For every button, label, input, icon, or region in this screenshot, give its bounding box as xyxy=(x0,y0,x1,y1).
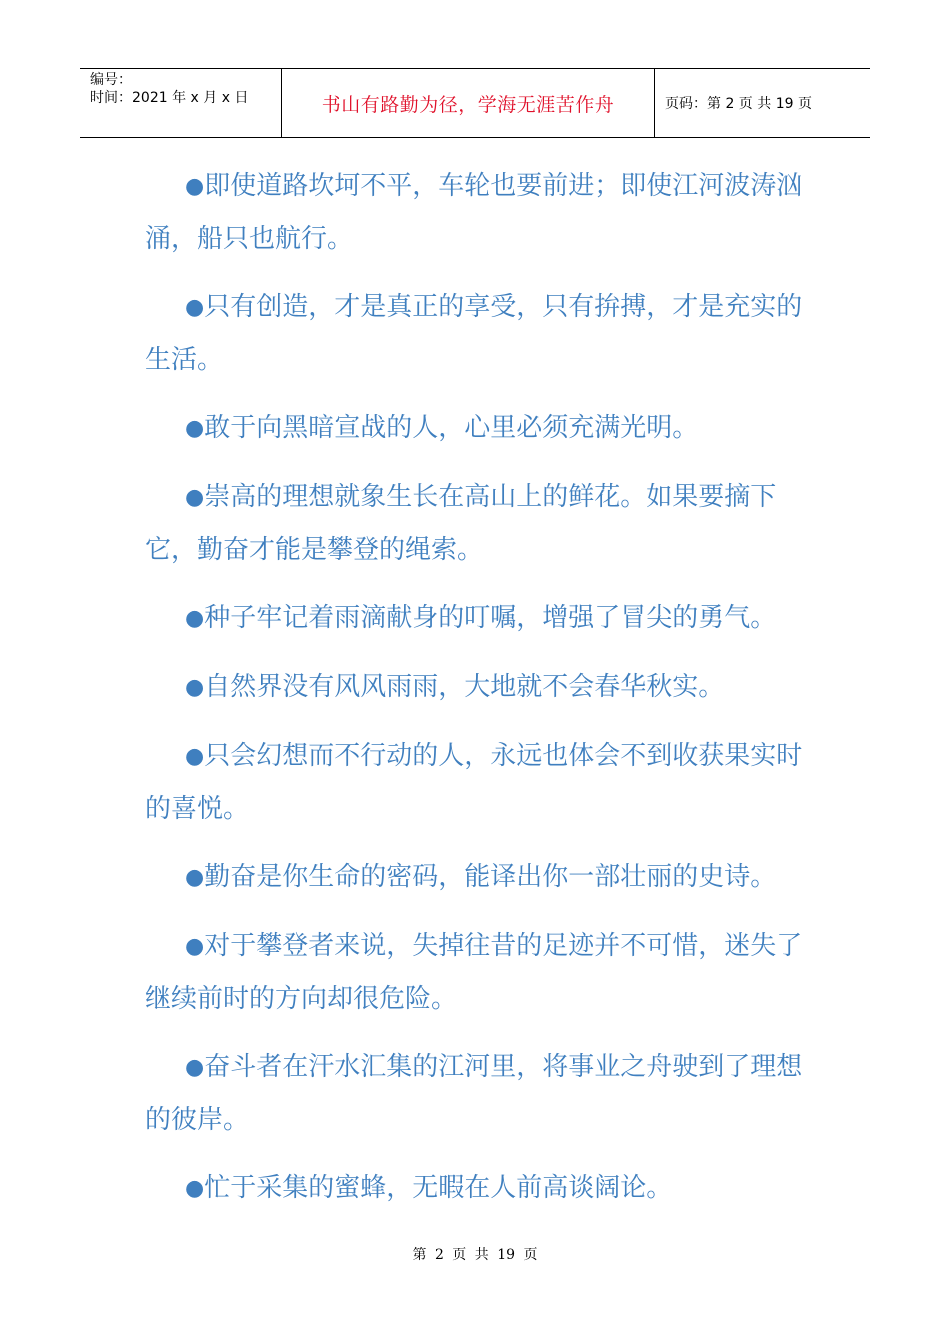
quote-text: 对于攀登者来说，失掉往昔的足迹并不可惜，迷失了继续前时的方向却很危险。 xyxy=(145,931,803,1014)
quote-item xyxy=(145,1041,825,1146)
bullet-icon: ● xyxy=(185,934,205,959)
quote-item xyxy=(145,851,825,904)
bullet-icon: ● xyxy=(185,485,205,510)
quote-text: 种子牢记着雨滴献身的叮嘱，增强了冒尖的勇气。 xyxy=(204,603,777,633)
quote-text: 忙于采集的蜜蜂，无暇在人前高谈阔论。 xyxy=(204,1173,673,1203)
number-label: 编号： xyxy=(90,72,132,88)
quote-item xyxy=(145,281,825,386)
bullet-icon: ● xyxy=(185,416,205,441)
quote-text: 自然界没有风风雨雨，大地就不会春华秋实。 xyxy=(204,672,725,702)
quote-text: 只会幻想而不行动的人，永远也体会不到收获果实时的喜悦。 xyxy=(145,741,803,824)
quote-item xyxy=(145,730,825,835)
bullet-icon: ● xyxy=(185,606,205,631)
quote-text: 奋斗者在汗水汇集的江河里，将事业之舟驶到了理想的彼岸。 xyxy=(145,1052,803,1135)
bullet-icon: ● xyxy=(185,295,205,320)
quote-item xyxy=(145,920,825,1025)
quote-text: 崇高的理想就象生长在高山上的鲜花。如果要摘下它，勤奋才能是攀登的绳索。 xyxy=(145,482,777,565)
quote-item xyxy=(145,1162,825,1215)
quote-item xyxy=(145,661,825,714)
bullet-icon: ● xyxy=(185,675,205,700)
bullet-icon: ● xyxy=(185,744,205,769)
quote-item xyxy=(145,592,825,645)
quote-list xyxy=(145,160,825,1231)
bullet-icon: ● xyxy=(185,1176,205,1201)
quote-item xyxy=(145,402,825,455)
quote-text: 勤奋是你生命的密码，能译出你一部壮丽的史诗。 xyxy=(204,862,777,892)
quote-item xyxy=(145,160,825,265)
page-header xyxy=(80,68,870,138)
page-info: 页码：第 2 页 共 19 页 xyxy=(665,96,812,112)
time-label: 时间：2021 年 x 月 x 日 xyxy=(90,90,249,106)
bullet-icon: ● xyxy=(185,865,205,890)
bullet-icon: ● xyxy=(185,174,205,199)
header-page-info-cell xyxy=(655,69,870,137)
motto: 书山有路勤为径，学海无涯苦作舟 xyxy=(321,93,615,116)
quote-text: 敢于向黑暗宣战的人，心里必须充满光明。 xyxy=(204,413,699,443)
bullet-icon: ● xyxy=(185,1055,205,1080)
header-motto-cell xyxy=(282,69,655,137)
quote-item xyxy=(145,471,825,576)
header-meta xyxy=(80,69,282,137)
quote-text: 只有创造，才是真正的享受，只有拚搏，才是充实的生活。 xyxy=(145,292,803,375)
quote-text: 即使道路坎坷不平，车轮也要前进；即使江河波涛汹涌，船只也航行。 xyxy=(145,171,803,254)
page-footer: 第 2 页 共 19 页 xyxy=(412,1247,538,1263)
